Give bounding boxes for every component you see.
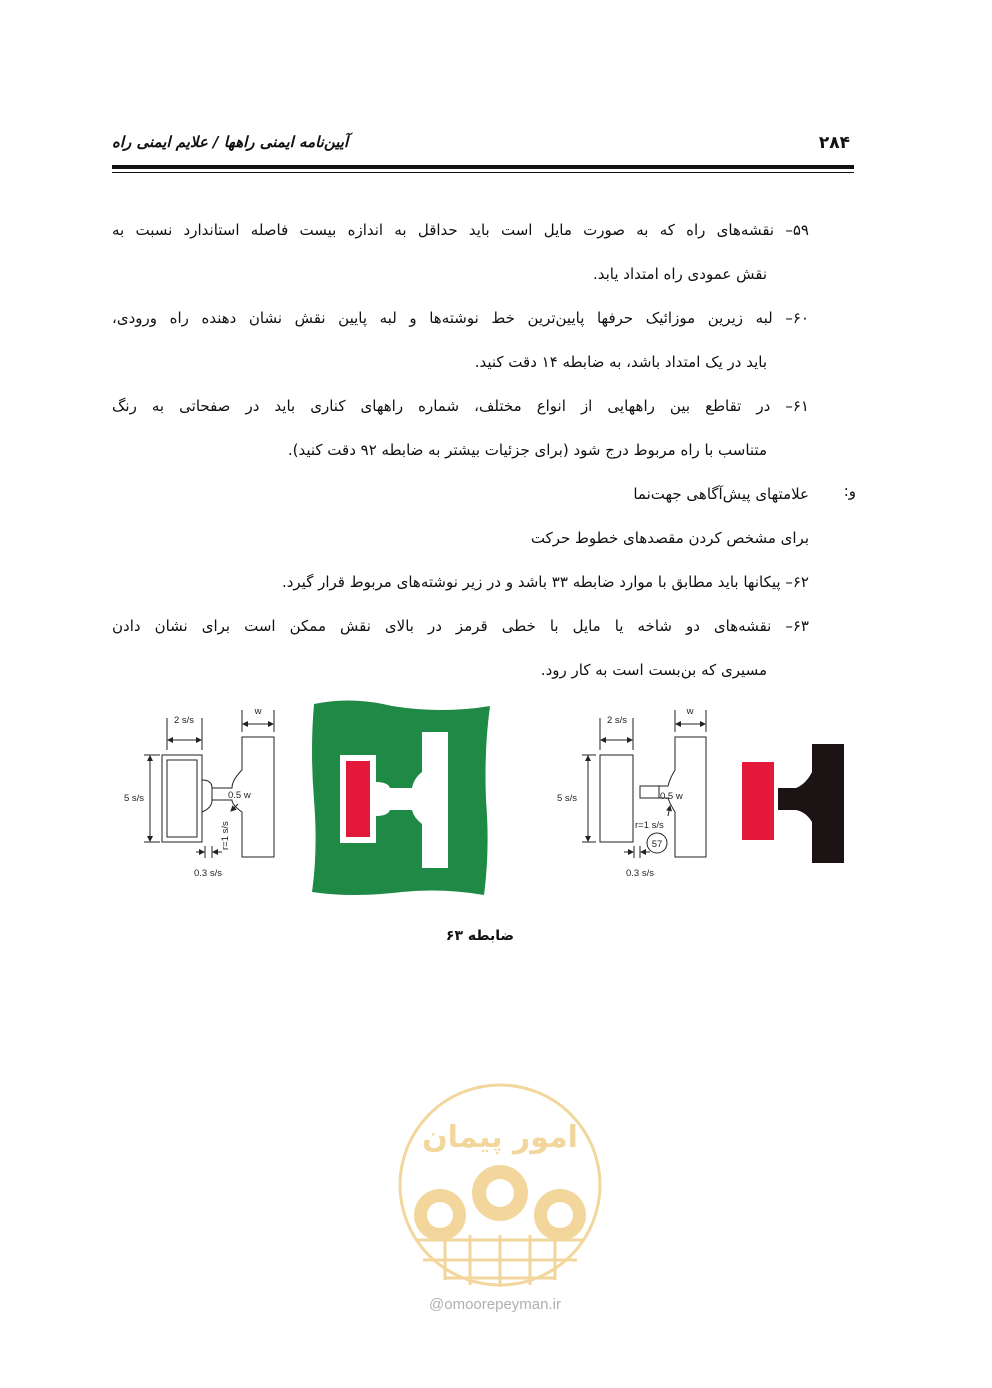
left-w-label: w <box>254 706 262 717</box>
left-radius-label: r=1 s/s <box>220 821 231 850</box>
rule-item-63-line1 <box>112 604 809 648</box>
right-circle-label: 57 <box>651 839 663 850</box>
right-bar <box>600 755 633 842</box>
rule-item-60-line1 <box>112 296 809 340</box>
left-inner-bar <box>167 760 197 837</box>
rule-item-63-number: ۶۳– <box>785 617 809 635</box>
rule-item-61-line2: متناسب با راه مربوط درج شود (برای جزئیات بیشتر به ضابطه ۹۲ دقت کنید). <box>287 441 767 459</box>
right-neck-label: 0.5 w <box>660 791 683 802</box>
figure-caption: ضابطه ۶۳ <box>445 928 515 944</box>
watermark-svg <box>385 1075 615 1295</box>
watermark-url: @omoorepeyman.ir <box>429 1296 561 1313</box>
black-t <box>778 744 844 863</box>
rule-item-61-text: در تقاطع بین راههایی از انواع مختلف، شماره راههای کناری باید در صفحاتی به رنگ <box>112 397 771 415</box>
right-w-label: w <box>686 706 694 717</box>
left-neck-label: 0.5 w <box>228 790 251 801</box>
figure-svg <box>112 700 854 900</box>
right-radius-label: r=1 s/s <box>635 820 664 831</box>
right-top-dim-label: 2 s/s <box>606 715 628 726</box>
rule-63-figure <box>112 700 854 900</box>
rule-item-63 <box>112 604 809 692</box>
rule-item-59-line1 <box>112 208 809 252</box>
rule-item-62-number: ۶۲– <box>785 573 809 591</box>
rule-item-61-line1 <box>112 384 809 428</box>
section-subtitle: برای مشخص کردن مقصدهای خطوط حرکت <box>530 529 809 547</box>
rule-item-60-number: ۶۰– <box>785 309 809 327</box>
page-number: ۲۸۴ <box>818 133 850 153</box>
rule-item-59 <box>112 208 809 296</box>
rule-item-59-text: نقشه‌های راه که به صورت مایل است باید حداقل به اندازه بیست فاصله استاندارد نسبت به <box>112 221 775 239</box>
red-black-sign <box>742 744 844 863</box>
rule-item-60-text: لبه زیرین موزائیک حرفها پایین‌ترین خط نوشته‌ها و لبه پایین نقش نشان دهنده راه ورودی، <box>112 309 773 327</box>
rule-item-61 <box>112 384 809 472</box>
section-title: علامتهای پیش‌آگاهی جهت‌نما <box>633 485 809 503</box>
left-dimension-diagram <box>144 710 274 858</box>
rule-item-62-text: پیکانها باید مطابق با موارد ضابطه ۳۳ باشد و در زیر نوشته‌های مربوط قرار گیرد. <box>281 573 781 591</box>
section-marker: و: <box>843 482 856 500</box>
section-subtitle-block <box>112 516 809 560</box>
watermark-logo-text: امور پیمان <box>422 1120 578 1155</box>
rule-item-61-number: ۶۱– <box>785 397 809 415</box>
header-rule-thin <box>112 172 854 173</box>
rule-item-60 <box>112 296 809 384</box>
section-heading <box>112 472 809 516</box>
rule-item-63-text: نقشه‌های دو شاخه یا مایل با خطی قرمز در بالای نقش ممکن است برای نشان دادن <box>112 617 772 635</box>
right-dimension-diagram <box>582 710 706 858</box>
green-sign <box>312 700 490 895</box>
left-top-dim-label: 2 s/s <box>173 715 195 726</box>
right-gap-label: 0.3 s/s <box>626 868 654 879</box>
green-sign-red-bar <box>346 761 370 837</box>
rule-item-59-number: ۵۹– <box>785 221 809 239</box>
watermark-logo <box>385 1075 615 1295</box>
rule-item-62 <box>112 560 809 604</box>
right-height-label: 5 s/s <box>556 793 578 804</box>
rule-item-60-line2: باید در یک امتداد باشد، به ضابطه ۱۴ دقت کنید. <box>474 353 767 371</box>
watermark-grid-icon <box>415 1235 585 1287</box>
rule-item-59-line2: نقش عمودی راه امتداد یابد. <box>592 265 767 283</box>
running-header-title: آیین‌نامه ایمنی راهها / علایم ایمنی راه <box>112 133 349 151</box>
left-outer-bar <box>162 755 202 842</box>
rule-item-63-line2: مسیری که بن‌بست است به کار رود. <box>540 661 767 679</box>
header-rule-thick <box>112 165 854 169</box>
left-height-label: 5 s/s <box>123 793 145 804</box>
red-bar <box>742 762 774 840</box>
left-gap-label: 0.3 s/s <box>194 868 222 879</box>
